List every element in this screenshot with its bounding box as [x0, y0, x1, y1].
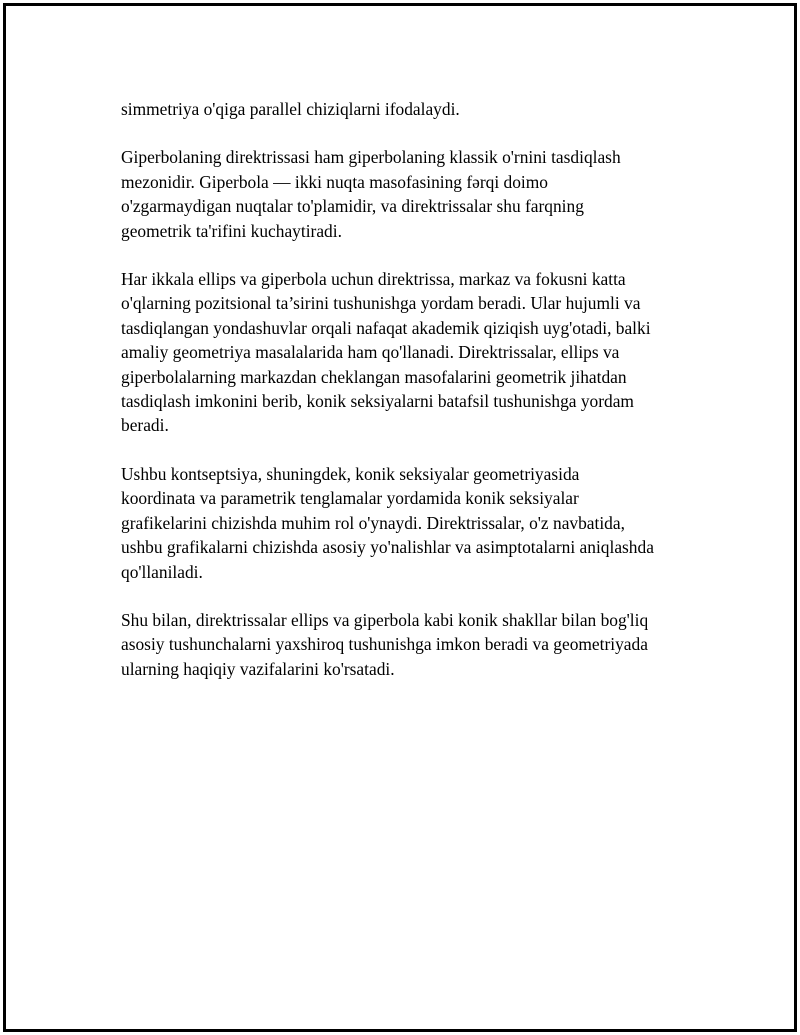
paragraph-4: Ushbu kontseptsiya, shuningdek, konik seksiyalar geometriyasida koordinata va parametrik tenglamalar yordamida konik seksiyalar grafikelarini chizishda muhim rol o'ynaydi. Direktrissalar, o'z navbatida, ushbu grafikalarni chizishda asosiy yo'nalishlar va asimptotalarni aniqlashda qo'llaniladi.: [121, 463, 654, 582]
paragraph-2: Giperbolaning direktrissasi ham giperbolaning klassik o'rnini tasdiqlash mezonidir. Giperbola — ikki nuqta masofasining fərqi doimo o'zgarmaydigan nuqtalar to'plamidir, va direktrissalar shu farqning geometrik ta'rifini kuchaytiradi.: [121, 147, 621, 241]
paragraph-3: Har ikkala ellips va giperbola uchun direktrissa, markaz va fokusni katta o'qlarning pozitsional ta’sirini tushunishga yordam beradi. Ular hujumli va tasdiqlangan yondashuvlar orqali nafaqat akademik qiziqish uyg'otadi, balki amaliy geometriya masalalarida ham qo'llanadi. Direktrissalar, ellips va giperbolalarning markazdan cheklangan masofalarini geometrik jihatdan tasdiqlash imkonini berib, konik seksiyalarni batafsil tushunishga yordam beradi.: [121, 269, 651, 436]
paragraph-5: Shu bilan, direktrissalar ellips va giperbola kabi konik shakllar bilan bog'liq asosiy tushunchalarni yaxshiroq tushunishga imkon beradi va geometriyada ularning haqiqiy vazifalarini ko'rsatadi.: [121, 609, 649, 679]
document-body: [121, 97, 696, 705]
page-frame: [3, 3, 797, 1032]
paragraph-1: simmetriya o'qiga parallel chiziqlarni ifodalaydi.: [121, 99, 460, 119]
